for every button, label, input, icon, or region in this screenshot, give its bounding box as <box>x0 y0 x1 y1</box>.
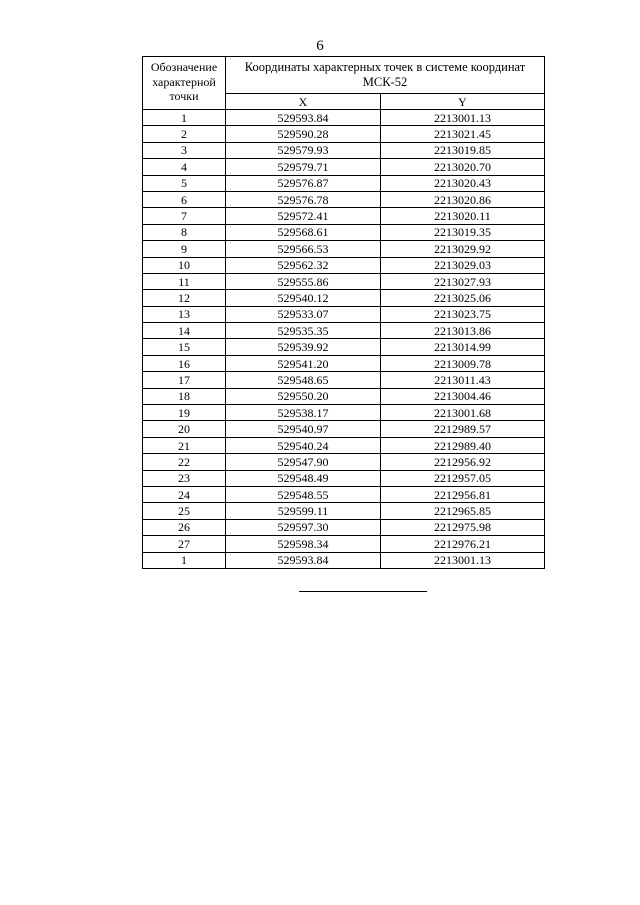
x-coordinate-cell: 529590.28 <box>226 126 381 142</box>
y-coordinate-cell: 2213020.43 <box>381 175 545 191</box>
table-row <box>143 552 545 568</box>
table-header-row <box>143 57 545 94</box>
y-coordinate-cell: 2212956.92 <box>381 454 545 470</box>
y-coordinate-cell: 2212956.81 <box>381 486 545 502</box>
y-coordinate-cell: 2212957.05 <box>381 470 545 486</box>
point-number-cell: 10 <box>143 257 226 273</box>
y-coordinate-cell: 2213020.86 <box>381 191 545 207</box>
point-number-cell: 6 <box>143 191 226 207</box>
y-coordinate-cell: 2213001.68 <box>381 405 545 421</box>
y-coordinate-cell: 2212975.98 <box>381 519 545 535</box>
y-coordinate-cell: 2213001.13 <box>381 110 545 126</box>
x-coordinate-cell: 529598.34 <box>226 536 381 552</box>
table-row <box>143 421 545 437</box>
x-coordinate-cell: 529597.30 <box>226 519 381 535</box>
y-coordinate-cell: 2212965.85 <box>381 503 545 519</box>
point-number-cell: 16 <box>143 355 226 371</box>
header-point-designation: Обозначение характерной точки <box>143 57 226 110</box>
x-coordinate-cell: 529593.84 <box>226 110 381 126</box>
table-row <box>143 372 545 388</box>
coordinates-table-body <box>143 57 545 569</box>
y-coordinate-cell: 2213019.35 <box>381 224 545 240</box>
x-coordinate-cell: 529572.41 <box>226 208 381 224</box>
y-coordinate-cell: 2213009.78 <box>381 355 545 371</box>
y-coordinate-cell: 2213001.13 <box>381 552 545 568</box>
x-coordinate-cell: 529579.93 <box>226 142 381 158</box>
point-number-cell: 23 <box>143 470 226 486</box>
table-row <box>143 208 545 224</box>
point-number-cell: 11 <box>143 273 226 289</box>
x-coordinate-cell: 529599.11 <box>226 503 381 519</box>
table-row <box>143 290 545 306</box>
point-number-cell: 14 <box>143 323 226 339</box>
table-row <box>143 126 545 142</box>
table-row <box>143 388 545 404</box>
y-coordinate-cell: 2213025.06 <box>381 290 545 306</box>
x-coordinate-cell: 529540.24 <box>226 437 381 453</box>
table-row <box>143 110 545 126</box>
header-x: X <box>226 94 381 110</box>
y-coordinate-cell: 2213020.11 <box>381 208 545 224</box>
x-coordinate-cell: 529538.17 <box>226 405 381 421</box>
x-coordinate-cell: 529540.97 <box>226 421 381 437</box>
point-number-cell: 26 <box>143 519 226 535</box>
header-y: Y <box>381 94 545 110</box>
y-coordinate-cell: 2213021.45 <box>381 126 545 142</box>
point-number-cell: 13 <box>143 306 226 322</box>
x-coordinate-cell: 529593.84 <box>226 552 381 568</box>
point-number-cell: 4 <box>143 159 226 175</box>
point-number-cell: 22 <box>143 454 226 470</box>
point-number-cell: 15 <box>143 339 226 355</box>
x-coordinate-cell: 529550.20 <box>226 388 381 404</box>
y-coordinate-cell: 2213023.75 <box>381 306 545 322</box>
point-number-cell: 24 <box>143 486 226 502</box>
table-row <box>143 454 545 470</box>
end-divider-line <box>299 591 427 592</box>
point-number-cell: 5 <box>143 175 226 191</box>
x-coordinate-cell: 529548.49 <box>226 470 381 486</box>
point-number-cell: 21 <box>143 437 226 453</box>
point-number-cell: 8 <box>143 224 226 240</box>
point-number-cell: 1 <box>143 552 226 568</box>
y-coordinate-cell: 2213020.70 <box>381 159 545 175</box>
table-row <box>143 339 545 355</box>
x-coordinate-cell: 529568.61 <box>226 224 381 240</box>
x-coordinate-cell: 529555.86 <box>226 273 381 289</box>
table-row <box>143 536 545 552</box>
y-coordinate-cell: 2213029.92 <box>381 241 545 257</box>
table-row <box>143 142 545 158</box>
y-coordinate-cell: 2213013.86 <box>381 323 545 339</box>
point-number-cell: 19 <box>143 405 226 421</box>
x-coordinate-cell: 529566.53 <box>226 241 381 257</box>
table-row <box>143 273 545 289</box>
table-row <box>143 405 545 421</box>
point-number-cell: 7 <box>143 208 226 224</box>
table-row <box>143 486 545 502</box>
point-number-cell: 9 <box>143 241 226 257</box>
table-row <box>143 241 545 257</box>
x-coordinate-cell: 529576.87 <box>226 175 381 191</box>
y-coordinate-cell: 2213027.93 <box>381 273 545 289</box>
x-coordinate-cell: 529547.90 <box>226 454 381 470</box>
x-coordinate-cell: 529533.07 <box>226 306 381 322</box>
x-coordinate-cell: 529548.65 <box>226 372 381 388</box>
x-coordinate-cell: 529540.12 <box>226 290 381 306</box>
point-number-cell: 18 <box>143 388 226 404</box>
point-number-cell: 12 <box>143 290 226 306</box>
x-coordinate-cell: 529539.92 <box>226 339 381 355</box>
table-row <box>143 323 545 339</box>
table-row <box>143 191 545 207</box>
table-row <box>143 159 545 175</box>
x-coordinate-cell: 529579.71 <box>226 159 381 175</box>
point-number-cell: 1 <box>143 110 226 126</box>
y-coordinate-cell: 2212989.57 <box>381 421 545 437</box>
table-row <box>143 503 545 519</box>
table-row <box>143 175 545 191</box>
x-coordinate-cell: 529541.20 <box>226 355 381 371</box>
point-number-cell: 27 <box>143 536 226 552</box>
point-number-cell: 25 <box>143 503 226 519</box>
point-number-cell: 3 <box>143 142 226 158</box>
table-row <box>143 437 545 453</box>
table-row <box>143 519 545 535</box>
y-coordinate-cell: 2212976.21 <box>381 536 545 552</box>
y-coordinate-cell: 2213019.85 <box>381 142 545 158</box>
x-coordinate-cell: 529562.32 <box>226 257 381 273</box>
table-row <box>143 306 545 322</box>
point-number-cell: 17 <box>143 372 226 388</box>
table-row <box>143 257 545 273</box>
page-number: 6 <box>316 38 324 54</box>
x-coordinate-cell: 529548.55 <box>226 486 381 502</box>
table-row <box>143 355 545 371</box>
point-number-cell: 20 <box>143 421 226 437</box>
y-coordinate-cell: 2213011.43 <box>381 372 545 388</box>
coordinates-table <box>142 56 545 569</box>
header-coordinates: Координаты характерных точек в системе координат МСК-52 <box>226 57 545 94</box>
x-coordinate-cell: 529576.78 <box>226 191 381 207</box>
x-coordinate-cell: 529535.35 <box>226 323 381 339</box>
y-coordinate-cell: 2213004.46 <box>381 388 545 404</box>
table-row <box>143 224 545 240</box>
table-row <box>143 470 545 486</box>
y-coordinate-cell: 2212989.40 <box>381 437 545 453</box>
y-coordinate-cell: 2213014.99 <box>381 339 545 355</box>
y-coordinate-cell: 2213029.03 <box>381 257 545 273</box>
point-number-cell: 2 <box>143 126 226 142</box>
